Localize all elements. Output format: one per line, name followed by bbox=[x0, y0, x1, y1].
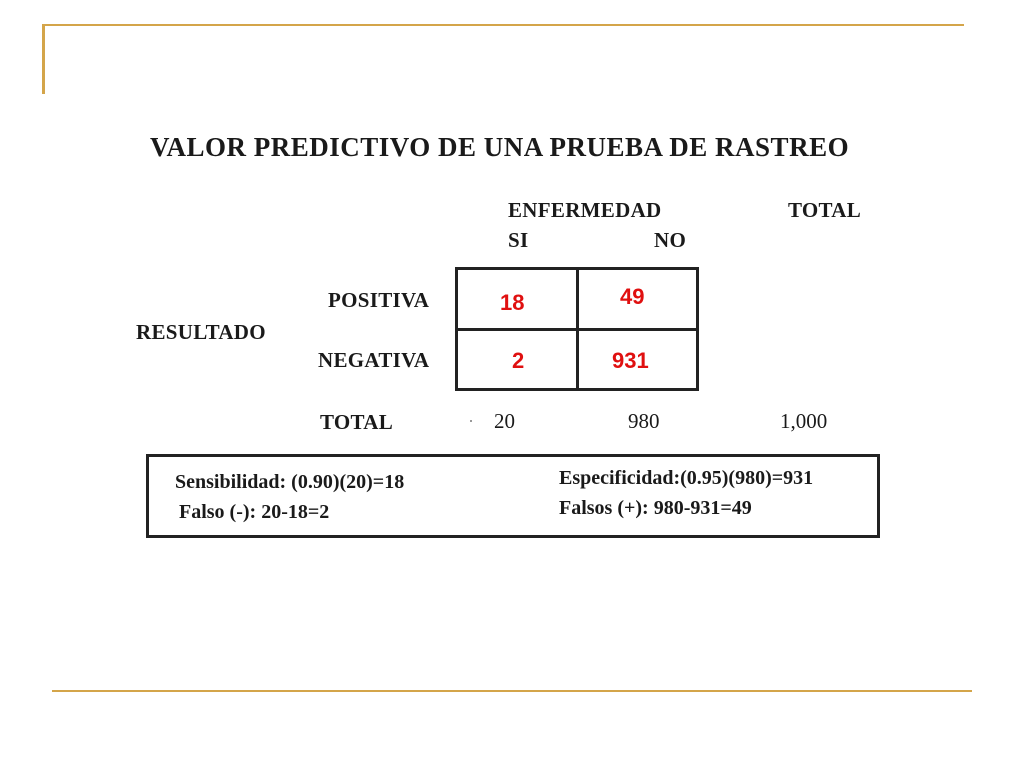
row-header-positiva: POSITIVA bbox=[328, 288, 430, 312]
summary-box bbox=[146, 454, 880, 538]
left-accent-line bbox=[42, 24, 45, 94]
grid-divider-horizontal bbox=[458, 328, 696, 331]
column-header-total: TOTAL bbox=[788, 198, 862, 222]
row-group-header: RESULTADO bbox=[136, 320, 266, 344]
especificidad-text: Especificidad:(0.95)(980)=931 bbox=[559, 467, 814, 489]
column-header-no: NO bbox=[654, 228, 687, 252]
row-header-negativa: NEGATIVA bbox=[318, 348, 430, 372]
bottom-accent-line bbox=[52, 690, 972, 692]
total-no-value: 980 bbox=[628, 409, 660, 433]
top-accent-line bbox=[42, 24, 964, 26]
falso-negativo-text: Falso (-): 20-18=2 bbox=[179, 501, 330, 523]
scan-speck bbox=[470, 420, 472, 422]
column-group-header: ENFERMEDAD bbox=[508, 198, 662, 222]
cell-negativa-si: 2 bbox=[512, 348, 525, 373]
column-header-si: SI bbox=[508, 228, 529, 252]
total-si-value: 20 bbox=[494, 409, 515, 433]
sensibilidad-text: Sensibilidad: (0.90)(20)=18 bbox=[175, 471, 405, 493]
row-header-total: TOTAL bbox=[320, 410, 394, 434]
cell-positiva-si: 18 bbox=[500, 290, 525, 315]
slide-title: VALOR PREDICTIVO DE UNA PRUEBA DE RASTREO bbox=[150, 132, 850, 162]
total-all-value: 1,000 bbox=[780, 409, 828, 433]
cell-negativa-no: 931 bbox=[612, 348, 649, 373]
contingency-grid bbox=[455, 267, 699, 391]
cell-positiva-no: 49 bbox=[620, 284, 645, 309]
falso-positivo-text: Falsos (+): 980-931=49 bbox=[559, 497, 752, 519]
